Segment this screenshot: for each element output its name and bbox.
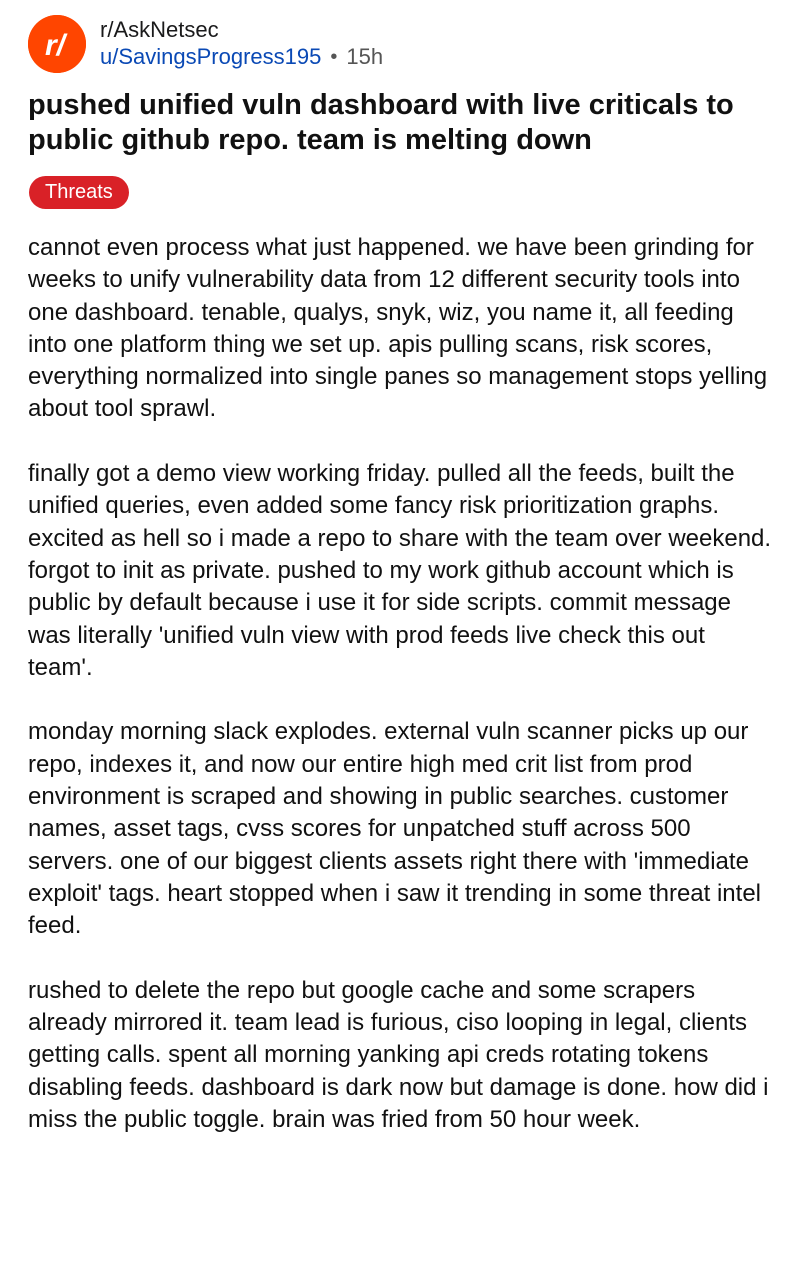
avatar-text: r/ bbox=[44, 29, 66, 62]
post-title[interactable]: pushed unified vuln dashboard with live criticals to public github repo. team is melting down bbox=[28, 89, 734, 156]
subreddit-avatar[interactable] bbox=[28, 15, 86, 73]
byline bbox=[100, 43, 383, 71]
post-flair-badge[interactable]: Threats bbox=[29, 176, 129, 209]
post-age: 15h bbox=[346, 44, 384, 69]
subreddit-name[interactable]: r/AskNetsec bbox=[100, 17, 219, 42]
body-paragraph: cannot even process what just happened. we have been grinding for weeks to unify vulnerability data from 12 different security tools into one dashboard. tenable, qualys, snyk, wiz, you name it, all feeding into one platform thing we set up. apis pulling scans, risk scores, everything normalized into single panes so management stops yelling about tool sprawl. bbox=[28, 234, 768, 423]
reddit-logo-icon bbox=[28, 15, 86, 73]
body-paragraph: rushed to delete the repo but google cache and some scrapers already mirrored it. team lead is furious, ciso looping in legal, clients getting calls. spent all morning yanking api creds rotating tokens disabling feeds. dashboard is dark now but damage is done. how did i miss the public toggle. brain was fried from 50 hour week. bbox=[28, 976, 769, 1134]
body-paragraph: monday morning slack explodes. external vuln scanner picks up our repo, indexes it, and now our entire high med crit list from prod environment is scraped and showing in public searches. customer names, asset tags, cvss scores for unpatched stuff across 500 servers. one of our biggest clients assets right there with 'immediate exploit' tags. heart stopped when i saw it trending in some threat intel feed. bbox=[28, 718, 761, 940]
author-username[interactable]: u/SavingsProgress195 bbox=[100, 44, 322, 69]
separator-dot: • bbox=[330, 46, 338, 68]
post-header bbox=[28, 14, 383, 74]
post-body bbox=[28, 232, 773, 1169]
post-meta bbox=[100, 17, 383, 71]
body-paragraph: finally got a demo view working friday. pulled all the feeds, built the unified queries, even added some fancy risk prioritization graphs. excited as hell so i made a repo to share with the team over weekend. forgot to init as private. pushed to my work github account which is public by default because i use it for side scripts. commit message was literally 'unified vuln view with prod feeds live check this out team'. bbox=[28, 460, 772, 681]
